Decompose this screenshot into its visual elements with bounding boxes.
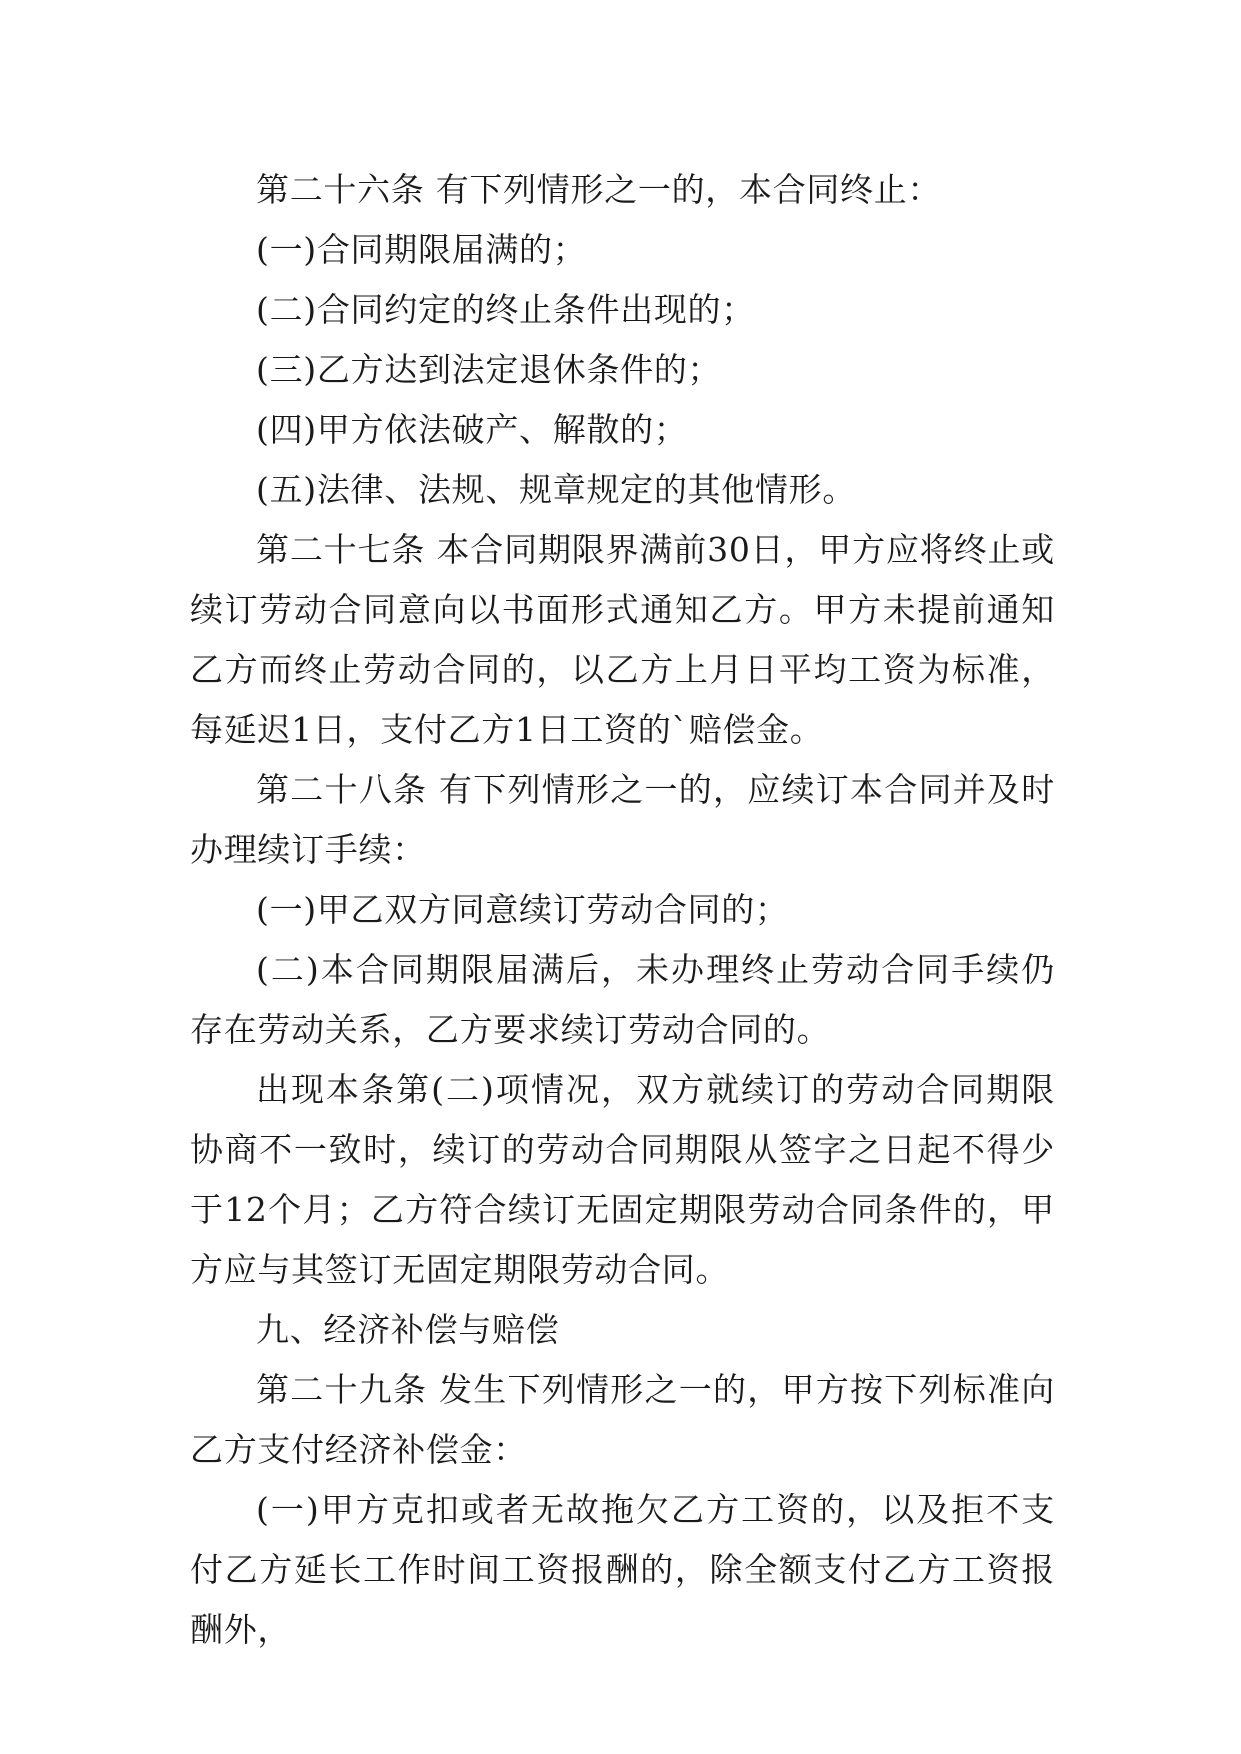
article-26-item-5: (五)法律、法规、规章规定的其他情形。 [256,470,857,509]
article-26-item-1: (一)合同期限届满的； [256,230,587,269]
article-28-item-2: (二)本合同期限届满后，未办理终止劳动合同手续仍存在劳动关系，乙方要求续订劳动合同的。 [190,950,1055,1049]
article-26-item-3: (三)乙方达到法定退休条件的； [256,350,722,389]
article-26-item-4: (四)甲方依法破产、解散的； [256,410,688,449]
article-26-heading: 第二十六条 有下列情形之一的，本合同终止： [256,170,942,209]
article-28-note: 出现本条第(二)项情况，双方就续订的劳动合同期限协商不一致时，续订的劳动合同期限从签字之日起不得少于12个月；乙方符合续订无固定期限劳动合同条件的，甲方应与其签订无固定期限劳动合同。 [190,1070,1055,1289]
document-page [190,160,1055,1660]
article-27-text: 第二十七条 本合同期限界满前30日，甲方应将终止或续订劳动合同意向以书面形式通知乙方。甲方未提前通知乙方而终止劳动合同的，以乙方上月日平均工资为标准，每延迟1日，支付乙方1日工资的`赔偿金。 [190,530,1055,749]
article-28-heading: 第二十八条 有下列情形之一的，应续订本合同并及时办理续订手续： [190,770,1055,869]
article-29-heading: 第二十九条 发生下列情形之一的，甲方按下列标准向乙方支付经济补偿金： [190,1370,1055,1469]
article-29-item-1: (一)甲方克扣或者无故拖欠乙方工资的，以及拒不支付乙方延长工作时间工资报酬的，除全额支付乙方工资报酬外， [190,1490,1055,1649]
section-9-title: 九、经济补偿与赔偿 [256,1310,560,1349]
article-26-item-2: (二)合同约定的终止条件出现的； [256,290,755,329]
article-28-item-1: (一)甲乙双方同意续订劳动合同的； [256,890,789,929]
